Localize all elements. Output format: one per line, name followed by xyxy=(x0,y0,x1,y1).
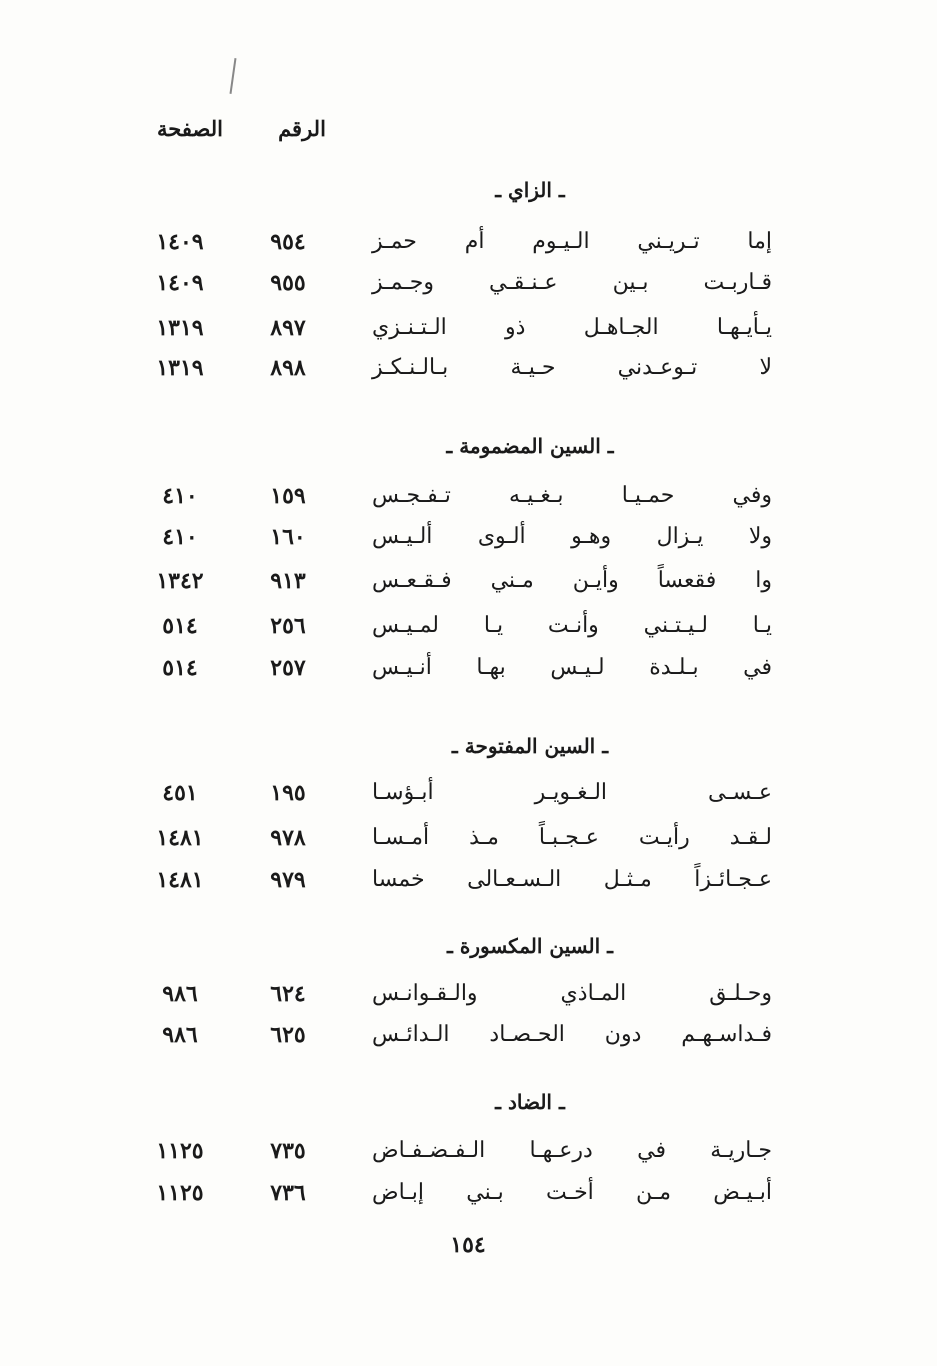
verse-number: ١٥٩ xyxy=(270,483,306,509)
verse-text: إما تـريـني الـيـوم أم حمـز xyxy=(372,229,772,254)
verse-page: ١٤٨١ xyxy=(156,825,204,851)
verse-row xyxy=(0,1133,937,1169)
verse-row xyxy=(0,310,937,346)
verse-number: ٨٩٧ xyxy=(270,315,306,341)
verse-text: عـسـى الـغـويـر أبـؤسـا xyxy=(372,780,772,805)
verse-text: جـاريـة في درعـهـا الـفـضـفـاض xyxy=(372,1138,772,1163)
verse-row xyxy=(0,519,937,555)
verse-number: ٩٥٥ xyxy=(270,270,306,296)
verse-page: ١١٢٥ xyxy=(156,1138,204,1164)
verse-row xyxy=(0,820,937,856)
section-title-zay: ـ الزاي ـ xyxy=(495,178,565,202)
verse-page: ٥١٤ xyxy=(162,655,198,681)
verse-page: ١٣٤٢ xyxy=(156,568,204,594)
verse-row xyxy=(0,650,937,686)
verse-text: وا فقعساً وأيـن مـني فـقـعـس xyxy=(372,568,772,593)
verse-page: ٩٨٦ xyxy=(162,981,198,1007)
verse-number: ٢٥٧ xyxy=(270,655,306,681)
verse-page: ١٤٠٩ xyxy=(156,270,204,296)
verse-number: ٩٧٩ xyxy=(270,867,306,893)
verse-number: ٦٢٥ xyxy=(270,1022,306,1048)
margin-mark xyxy=(230,58,237,94)
verse-text: قـاربـت بـين عـنـقـي وجـمـز xyxy=(372,270,772,295)
verse-number: ١٩٥ xyxy=(270,780,306,806)
verse-page: ٥١٤ xyxy=(162,613,198,639)
page-column-header: الصفحة xyxy=(157,116,223,141)
verse-number: ٢٥٦ xyxy=(270,613,306,639)
verse-number: ٨٩٨ xyxy=(270,355,306,381)
verse-row xyxy=(0,563,937,599)
verse-page: ٤١٠ xyxy=(162,483,198,509)
verse-page: ١٣١٩ xyxy=(156,355,204,381)
verse-number: ٩١٣ xyxy=(270,568,306,594)
verse-number: ٩٥٤ xyxy=(270,229,306,255)
verse-text: عـجـائـزاً مـثـل الـسـعـالى خمسا xyxy=(372,867,772,892)
verse-number: ١٦٠ xyxy=(270,524,306,550)
verse-row xyxy=(0,265,937,301)
verse-text: فـداسـهـم دون الحـصـاد الـدائـس xyxy=(372,1022,772,1047)
verse-text: وفي حمـيـا بـغـيـه تـفـجـس xyxy=(372,483,772,508)
verse-page: ٩٨٦ xyxy=(162,1022,198,1048)
verse-number: ٧٣٥ xyxy=(270,1138,306,1164)
verse-row xyxy=(0,478,937,514)
section-title-sin-fatha: ـ السين المفتوحة ـ xyxy=(451,734,609,758)
verse-text: ولا يـزال وهـو ألـوى ألـيـس xyxy=(372,524,772,549)
verse-text: لـقـد رأيـت عـجـبـاً مـذ أمـسـا xyxy=(372,825,772,850)
verse-row xyxy=(0,350,937,386)
verse-number: ٧٣٦ xyxy=(270,1180,306,1206)
verse-number: ٩٧٨ xyxy=(270,825,306,851)
verse-number: ٦٢٤ xyxy=(270,981,306,1007)
verse-row xyxy=(0,775,937,811)
verse-page: ١٤٠٩ xyxy=(156,229,204,255)
verse-row xyxy=(0,1175,937,1211)
section-title-dad: ـ الضاد ـ xyxy=(495,1090,565,1114)
verse-text: في بـلـدة لـيـس بهـا أنـيـس xyxy=(372,655,772,680)
section-title-sin-kasra: ـ السين المكسورة ـ xyxy=(447,934,613,958)
verse-row xyxy=(0,608,937,644)
number-column-header: الرقم xyxy=(278,116,326,141)
verse-text: يـا لـيـتـني وأنـت يـا لمـيـس xyxy=(372,613,772,638)
verse-page: ١٤٨١ xyxy=(156,867,204,893)
verse-page: ٤١٠ xyxy=(162,524,198,550)
verse-row xyxy=(0,976,937,1012)
section-title-sin-damma: ـ السين المضمومة ـ xyxy=(446,434,614,458)
verse-text: وحـلـق المـاذي والـقـوانـس xyxy=(372,981,772,1006)
verse-page: ١١٢٥ xyxy=(156,1180,204,1206)
verse-text: يـأيـهـا الجـاهـل ذو الـتـنـزي xyxy=(372,315,772,340)
verse-text: أبـيـض مـن أخـت بـني إبـاض xyxy=(372,1180,772,1205)
verse-page: ١٣١٩ xyxy=(156,315,204,341)
page-number: ١٥٤ xyxy=(450,1232,486,1258)
column-headers xyxy=(150,116,350,146)
verse-text: لا تـوعـدني حـيـة بـالـنـكـز xyxy=(372,355,772,380)
verse-row xyxy=(0,1017,937,1053)
verse-page: ٤٥١ xyxy=(162,780,198,806)
verse-row xyxy=(0,862,937,898)
verse-row xyxy=(0,224,937,260)
